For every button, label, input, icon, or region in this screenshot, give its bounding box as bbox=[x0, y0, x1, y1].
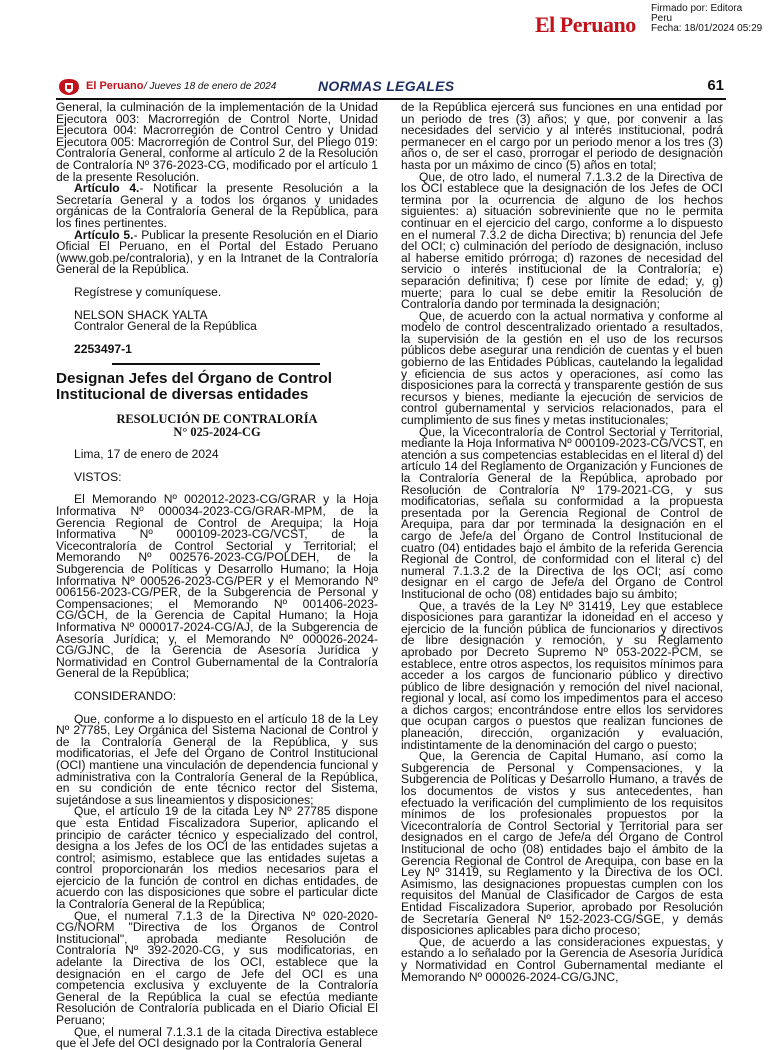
section-title: NORMAS LEGALES bbox=[318, 78, 455, 94]
paragraph: Que, el numeral 7.1.3.1 de la citada Directiva establece que el Jefe del OCI designado por la Contraloría General bbox=[56, 1024, 378, 1050]
signer-name: NELSON SHACK YALTA bbox=[74, 307, 208, 322]
vistos-text: El Memorando Nº 002012-2023-CG/GRAR y la Hoja Informativa Nº 000034-2023-CG/GRAR-MPM, de la Gerencia Regional de Control de Arequipa; la Hoja Informativa Nº 000109-2023-CG/VCST, de la Vicecontraloría de Control Sectorial y Territorial; el Memorando Nº 002576-2023-CG/POLDEH, de la Subgerencia de Políticas y Desarrollo Humano; la Hoja Informativa Nº 000526-2023-CG/PER y el Memorando Nº 006156-2023-CG/PER, de la Subgerencia de Personal y Compensaciones; el Memorando Nº 001406-2023-CG/GCH, de la Gerencia de Capital Humano; la Hoja Informativa Nº 000017-2024-CG/AJ, de la Subgerencia de Asesoría Jurídica; y, el Memorando Nº 000026-2024-CG/GJNC, de la Gerencia de Asesoría Jurídica y Normatividad en Control Gubernamental de la Contraloría General de la República; bbox=[56, 492, 378, 681]
right-column bbox=[401, 102, 723, 983]
digital-signature-stamp bbox=[535, 4, 765, 48]
place-date: Lima, 17 de enero de 2024 bbox=[74, 447, 219, 462]
considerando-label: CONSIDERANDO: bbox=[74, 688, 177, 703]
article-text: - Notificar la presente Resolución a la Secretaría General y a todos los órganos y unidades orgánicas de la Contraloría General de la República, para los fines pertinentes. bbox=[56, 181, 378, 230]
paragraph: Que, la Vicecontraloría de Control Sectorial y Territorial, mediante la Hoja Informativa Nº 000109-2023-CG/VCST, en atención a sus competencias establecidas en el literal d) del artículo 14 del Reglamento de Organización y Funciones de la Contraloría General de la República, aprobado por Resolución de Contraloría Nº 179-2021-CG, y sus modificatorias, señala su conformidad a la propuesta presentada por la Gerencia Regional de Control de Arequipa, para dar por terminada la designación en el cargo de Jefe/a del Órgano de Control Institucional de cuatro (04) entidades bajo el ámbito de la referida Gerencia Regional de Control, de conformidad con el literal c) del numeral 7.1.3.2 de la Directiva de los OCI; así como designar en el cargo de Jefe/a del Órgano de Control Institucional de ocho (08) entidades bajo su ámbito; bbox=[401, 424, 724, 601]
article-4 bbox=[56, 183, 378, 229]
signature-line: Firmado por: Editora bbox=[651, 3, 743, 14]
paragraph: Que, conforme a lo dispuesto en el artículo 18 de la Ley Nº 27785, Ley Orgánica del Sistema Nacional de Control y de la Contraloría General de la República, y sus modificatorias, el Jefe del Órgano de Control Institucional (OCI) mantiene una vinculación de dependencia funcional y administrativa con la Contraloría General de la República, en su condición de ente técnico rector del Sistema, sujetándose a sus lineamientos y disposiciones; bbox=[56, 711, 378, 807]
vistos-label: VISTOS: bbox=[74, 469, 122, 484]
page-number: 61 bbox=[707, 77, 724, 94]
paragraph: Que, de acuerdo con la actual normativa y conforme al modelo de control descentralizado orientado a resultados, la supervisión de la gestión en el uso de los recursos públicos debe asegurar una rendición de cuentas y el buen gobierno de las Entidades Públicas, cautelando la legalidad y eficiencia de sus actos y operaciones, así como las disposiciones para la correcta y transparente gestión de sus recursos y bienes, mediante la ejecución de servicios de control gubernamental y servicios relacionados, para el cumplimiento de sus fines y metas institucionales; bbox=[401, 308, 724, 428]
header-date: / Jueves 18 de enero de 2024 bbox=[144, 81, 277, 92]
header-brand: El Peruano bbox=[86, 80, 144, 92]
paragraph: Que, a través de la Ley Nº 31419, Ley que establece disposiciones para garantizar la idoneidad en el acceso y ejercicio de la función pública de funcionarios y directivos de libre designación y remoción, y su Reglamento aprobado por Decreto Supremo Nº 053-2022-PCM, se establece, entre otros aspectos, los requisitos mínimos para acceder a los cargos de funcionario público y directivo público de libre designación y remoción del nivel nacional, regional y local, así como los impedimentos para el acceso a dichos cargos; encontrándose entre ellos los servidores que ocupan cargos o puestos que realizan funciones de planeación, dirección, organización y evaluación, indistintamente de la denominación del cargo o puesto; bbox=[401, 598, 723, 752]
resolution-title bbox=[56, 413, 378, 438]
paragraph: Que, de acuerdo a las consideraciones expuestas, y estando a lo señalado por la Gerencia de Asesoría Jurídica y Normatividad en Control Gubernamental mediante el Memorando Nº 000026-2024-CG/GJNC, bbox=[401, 934, 723, 984]
section-divider bbox=[112, 363, 320, 365]
resolution-number: N° 025-2024-CG bbox=[173, 424, 261, 439]
article-text: - Publicar la presente Resolución en el Diario Oficial El Peruano, en el Portal del Estado Peruano (www.gob.pe/contraloria), y en la Intranet de la Contraloría General de la República. bbox=[56, 227, 379, 277]
signature-details bbox=[651, 4, 762, 34]
page-header bbox=[56, 76, 726, 98]
article-label: Artículo 4. bbox=[74, 181, 140, 196]
article-5 bbox=[56, 227, 379, 277]
document-code: 2253497-1 bbox=[74, 341, 132, 356]
coat-of-arms-icon bbox=[56, 78, 82, 96]
paragraph: General, la culminación de la implementación de la Unidad Ejecutora 003: Macrorregión de Control Norte, Unidad Ejecutora 004: Macrorregión de Control Centro y Unidad Ejecutora 005: Macrorregión de Control Sur, del Pliego 019: Contraloría General, conforme al artículo 2 de la Resolución de Contraloría Nº 376-2023-CG, modificado por el artículo 1 de la presente Resolución. bbox=[56, 100, 378, 184]
paragraph: Que, de otro lado, el numeral 7.1.3.2 de la Directiva de los OCI establece que la designación de los Jefes de OCI termina por la ocurrencia de alguno de los hechos siguientes: a) situación sobreviniente que no le permita continuar en el ejercicio del cargo, conforme a lo dispuesto en el numeral 7.3.2 de dicha Directiva; b) renuncia del Jefe del OCI; c) culminación del período de designación, incluso al haberse emitido prórroga; d) razones de necesidad del servicio o interés institucional de la Contraloría; e) separación definitiva; f) cese por límite de edad; y, g) muerte; para lo cual se debe emitir la Resolución de Contraloría dando por terminada la designación; bbox=[401, 169, 723, 312]
signature-brand-logo: El Peruano bbox=[535, 12, 636, 37]
signature-line: Fecha: 18/01/2024 05:29 bbox=[651, 23, 763, 34]
article-label: Artículo 5. bbox=[74, 227, 134, 242]
paragraph: Que, el artículo 19 de la citada Ley Nº 27785 dispone que esta Entidad Fiscalizadora Superior, aplicando el principio de carácter técnico y especializado del control, designa a los Jefes de los OCI de las entidades sujetas a control; asimismo, establece que las entidades sujetas a control proporcionarán los medios necesarios para el ejercicio de la función de control en dichas entidades, de acuerdo con las disposiciones que sobre el particular dicte la Contraloría General de la República; bbox=[56, 804, 378, 912]
paragraph: Que, el numeral 7.1.3 de la Directiva Nº 020-2020-CG/NORM "Directiva de los Órganos de Control Institucional", aprobada mediante Resolución de Contraloría Nº 392-2020-CG, y sus modificatorias, en adelante la Directiva de los OCI, establece que la designación en el cargo de Jefe del OCI es una competencia exclusiva y excluyente de la Contraloría General de la República la cual se efectúa mediante Resolución de Contraloría publicada en el Diario Oficial El Peruano; bbox=[56, 908, 378, 1027]
paragraph: Que, la Gerencia de Capital Humano, así como la Subgerencia de Personal y Compensaciones, y la Subgerencia de Políticas y Desarrollo Humano, a través de los documentos de vistos y sus antecedentes, han efectuado la verificación del cumplimiento de los requisitos mínimos de los profesionales propuestos por la Vicecontraloría de Control Sectorial y Territorial para ser designados en el cargo de Jefe/a del Órgano de Control Institucional de ocho (08) entidades bajo el ámbito de la Gerencia Regional de Control de Arequipa, con base en la Ley Nº 31419, su Reglamento y la Directiva de los OCI. Asimismo, las designaciones propuestas cumplen con los requisitos del Manual de Clasificador de Cargos de esta Entidad Fiscalizadora Superior, aprobado por Resolución de Secretaría General Nº 152-2023-CG/SGE, y demás disposiciones aplicables para dicho proceso; bbox=[401, 749, 723, 938]
signature-line: Peru bbox=[651, 13, 673, 24]
resolution-title-line: RESOLUCIÓN DE CONTRALORÍA bbox=[116, 412, 318, 427]
paragraph: de la República ejercerá sus funciones en una entidad por un periodo de tres (3) años; y que, por convenir a las necesidades del servicio y al interés institucional, podrá permanecer en el cargo por un periodo menor a los tres (3) años o, de ser el caso, prorrogar el periodo de designación hasta por un máximo de cinco (5) años en total; bbox=[401, 100, 723, 172]
signer-title: Contralor General de la República bbox=[74, 319, 257, 334]
article-heading: Designan Jefes del Órgano de Control Institucional de diversas entidades bbox=[56, 370, 332, 404]
closing-formula: Regístrese y comuníquese. bbox=[74, 284, 222, 299]
left-column bbox=[56, 102, 378, 1050]
